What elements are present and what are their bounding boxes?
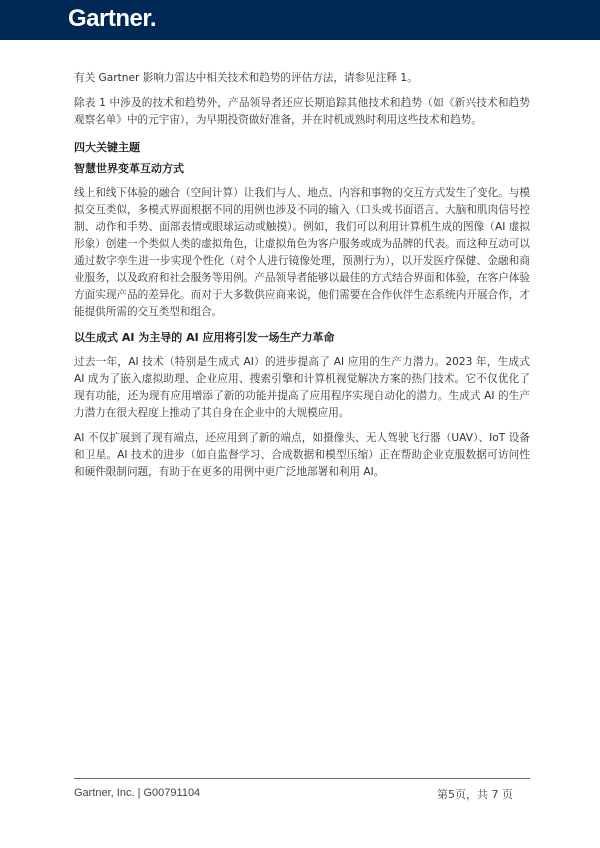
footer-divider: [74, 778, 530, 779]
intro-paragraph: 除表 1 中涉及的技术和趋势外，产品领导者还应长期追踪其他技术和趋势（如《新兴技术和趋势观察名单》中的元宇宙），为早期投资做好准备，并在时机成熟时利用这些技术和趋势。: [74, 97, 530, 126]
logo-text: Gartner: [68, 5, 150, 32]
theme1-title: 智慧世界变革互动方式: [74, 162, 184, 175]
footer-doc-id: Gartner, Inc. | G00791104: [74, 787, 201, 799]
header-bar: [0, 0, 600, 40]
theme2-paragraph-1: 过去一年，AI 技术（特别是生成式 AI）的进步提高了 AI 应用的生产力潜力。2023 年，生成式 AI 成为了嵌入虚拟助理、企业应用、搜索引擎和计算机视觉解决方案的热门技术。它不仅优化了现有功能，还为现有应用增添了新的功能并提高了应用程序实现自动化的潜力。生成式 AI 的生产力潜力在很大程度上推动了其自身在企业中的大规模应用。: [74, 356, 530, 419]
logo-dot: .: [149, 5, 157, 32]
section-title: 四大关键主题: [74, 141, 140, 154]
footer-page-number: 第5页，共 7 页: [437, 788, 513, 801]
theme2-title: 以生成式 AI 为主导的 AI 应用将引发一场生产力革命: [74, 331, 335, 344]
gartner-logo: [68, 4, 156, 34]
document-body: [74, 70, 530, 489]
note-paragraph: 有关 Gartner 影响力雷达中相关技术和趋势的评估方法，请参见注释 1。: [74, 72, 418, 84]
theme2-paragraph-2: AI 不仅扩展到了现有端点，还应用到了新的端点，如摄像头、无人驾驶飞行器（UAV）、IoT 设备和卫星。AI 技术的进步（如自监督学习、合成数据和模型压缩）正在帮助企业克服数据可访问性和硬件限制问题，有助于在更多的用例中更广泛地部署和利用 AI。: [74, 432, 530, 478]
theme1-paragraph: 线上和线下体验的融合（空间计算）让我们与人、地点、内容和事物的交互方式发生了变化。与模拟交互类似，多模式界面根据不同的用例也涉及不同的输入（口头或书面语言、大脑和肌肉信号控制、动作和手势、面部表情或眼球运动或触摸）。例如，我们可以利用计算机生成的图像（AI 虚拟形象）创建一个类似人类的虚拟角色，让虚拟角色为客户服务或成为品牌的代表。而这种互动可以通过数字孪生进一步实现个性化（对个人进行镜像处理，预测行为），以开发医疗保健、金融和商业服务，以及政府和社会服务等用例。产品领导者能够以最佳的方式结合界面和体验，在客户体验方面实现产品的差异化。而对于大多数供应商来说，他们需要在合作伙伴生态系统内开展合作，才能提供所需的交互类型和组合。: [74, 187, 530, 318]
